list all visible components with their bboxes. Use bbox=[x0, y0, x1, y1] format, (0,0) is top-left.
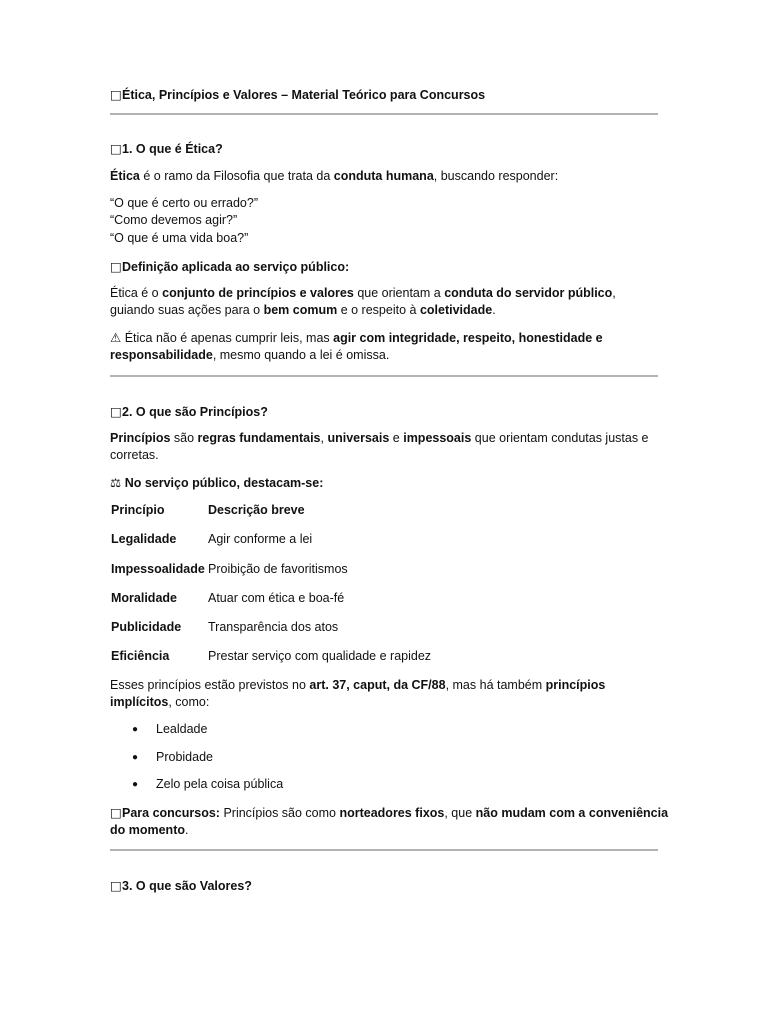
section-icon: □ bbox=[110, 878, 122, 893]
quote-3: “O que é uma vida boa?” bbox=[110, 231, 249, 245]
table-row-principle: Impessoalidade bbox=[111, 562, 205, 576]
scales-icon: ⚖ bbox=[110, 476, 122, 490]
principles-definition-line-1: Princípios são regras fundamentais, universais e impessoais que orientam condutas justas e bbox=[110, 431, 649, 445]
warning-line-1: ⚠ Ética não é apenas cumprir leis, mas agir com integridade, respeito, honestidade e bbox=[110, 331, 603, 345]
definition-heading: □Definição aplicada ao serviço público: bbox=[110, 259, 350, 274]
table-row-description: Transparência dos atos bbox=[208, 620, 339, 634]
table-header-description: Descrição breve bbox=[208, 503, 305, 517]
bullet-icon: ● bbox=[132, 724, 139, 735]
public-service-subheading: ⚖ No serviço público, destacam-se: bbox=[110, 476, 324, 490]
divider bbox=[110, 849, 658, 851]
bullet-icon: ● bbox=[132, 779, 139, 790]
public-service-definition-line-2: guiando suas ações para o bem comum e o respeito à coletividade. bbox=[110, 303, 496, 317]
quote-2: “Como devemos agir?” bbox=[110, 213, 238, 227]
section-1-heading: □1. O que é Ética? bbox=[110, 141, 223, 156]
divider bbox=[110, 375, 658, 377]
table-row-description: Prestar serviço com qualidade e rapidez bbox=[208, 649, 432, 663]
table-row-description: Agir conforme a lei bbox=[208, 532, 313, 546]
table-row-principle: Legalidade bbox=[111, 532, 177, 546]
table-row-description: Atuar com ética e boa-fé bbox=[208, 591, 345, 605]
list-item: Zelo pela coisa pública bbox=[156, 777, 284, 791]
page-title: □Ética, Princípios e Valores – Material Teórico para Concursos bbox=[110, 87, 486, 102]
constitution-reference-line-2: implícitos, como: bbox=[110, 695, 210, 709]
public-service-definition-line-1: Ética é o conjunto de princípios e valores que orientam a conduta do servidor público, bbox=[110, 286, 616, 300]
divider bbox=[110, 113, 658, 115]
pin-icon: □ bbox=[110, 259, 122, 274]
principles-definition-line-2: corretas. bbox=[110, 448, 159, 462]
section-icon: □ bbox=[110, 404, 122, 419]
warning-icon: ⚠ bbox=[110, 331, 122, 345]
list-item: Probidade bbox=[156, 750, 213, 764]
table-row-principle: Moralidade bbox=[111, 591, 177, 605]
quote-1: “O que é certo ou errado?” bbox=[110, 196, 258, 210]
table-row-description: Proibição de favoritismos bbox=[208, 562, 348, 576]
warning-line-2: responsabilidade, mesmo quando a lei é omissa. bbox=[110, 348, 390, 362]
bullet-icon: ● bbox=[132, 752, 139, 763]
constitution-reference-line-1: Esses princípios estão previstos no art. 37, caput, da CF/88, mas há também princípios bbox=[110, 678, 606, 692]
table-header-principle: Princípio bbox=[111, 503, 165, 517]
section-2-heading: □2. O que são Princípios? bbox=[110, 404, 268, 419]
section-icon: □ bbox=[110, 141, 122, 156]
list-item: Lealdade bbox=[156, 722, 208, 736]
book-icon: □ bbox=[110, 87, 122, 102]
table-row-principle: Publicidade bbox=[111, 620, 182, 634]
table-row-principle: Eficiência bbox=[111, 649, 170, 663]
pin-icon: □ bbox=[110, 805, 122, 820]
exam-tip-line-2: do momento. bbox=[110, 823, 189, 837]
section-3-heading: □3. O que são Valores? bbox=[110, 878, 252, 893]
ethics-definition: Ética é o ramo da Filosofia que trata da conduta humana, buscando responder: bbox=[110, 169, 559, 183]
exam-tip-line-1: □Para concursos: Princípios são como norteadores fixos, que não mudam com a conveniência bbox=[110, 805, 669, 820]
